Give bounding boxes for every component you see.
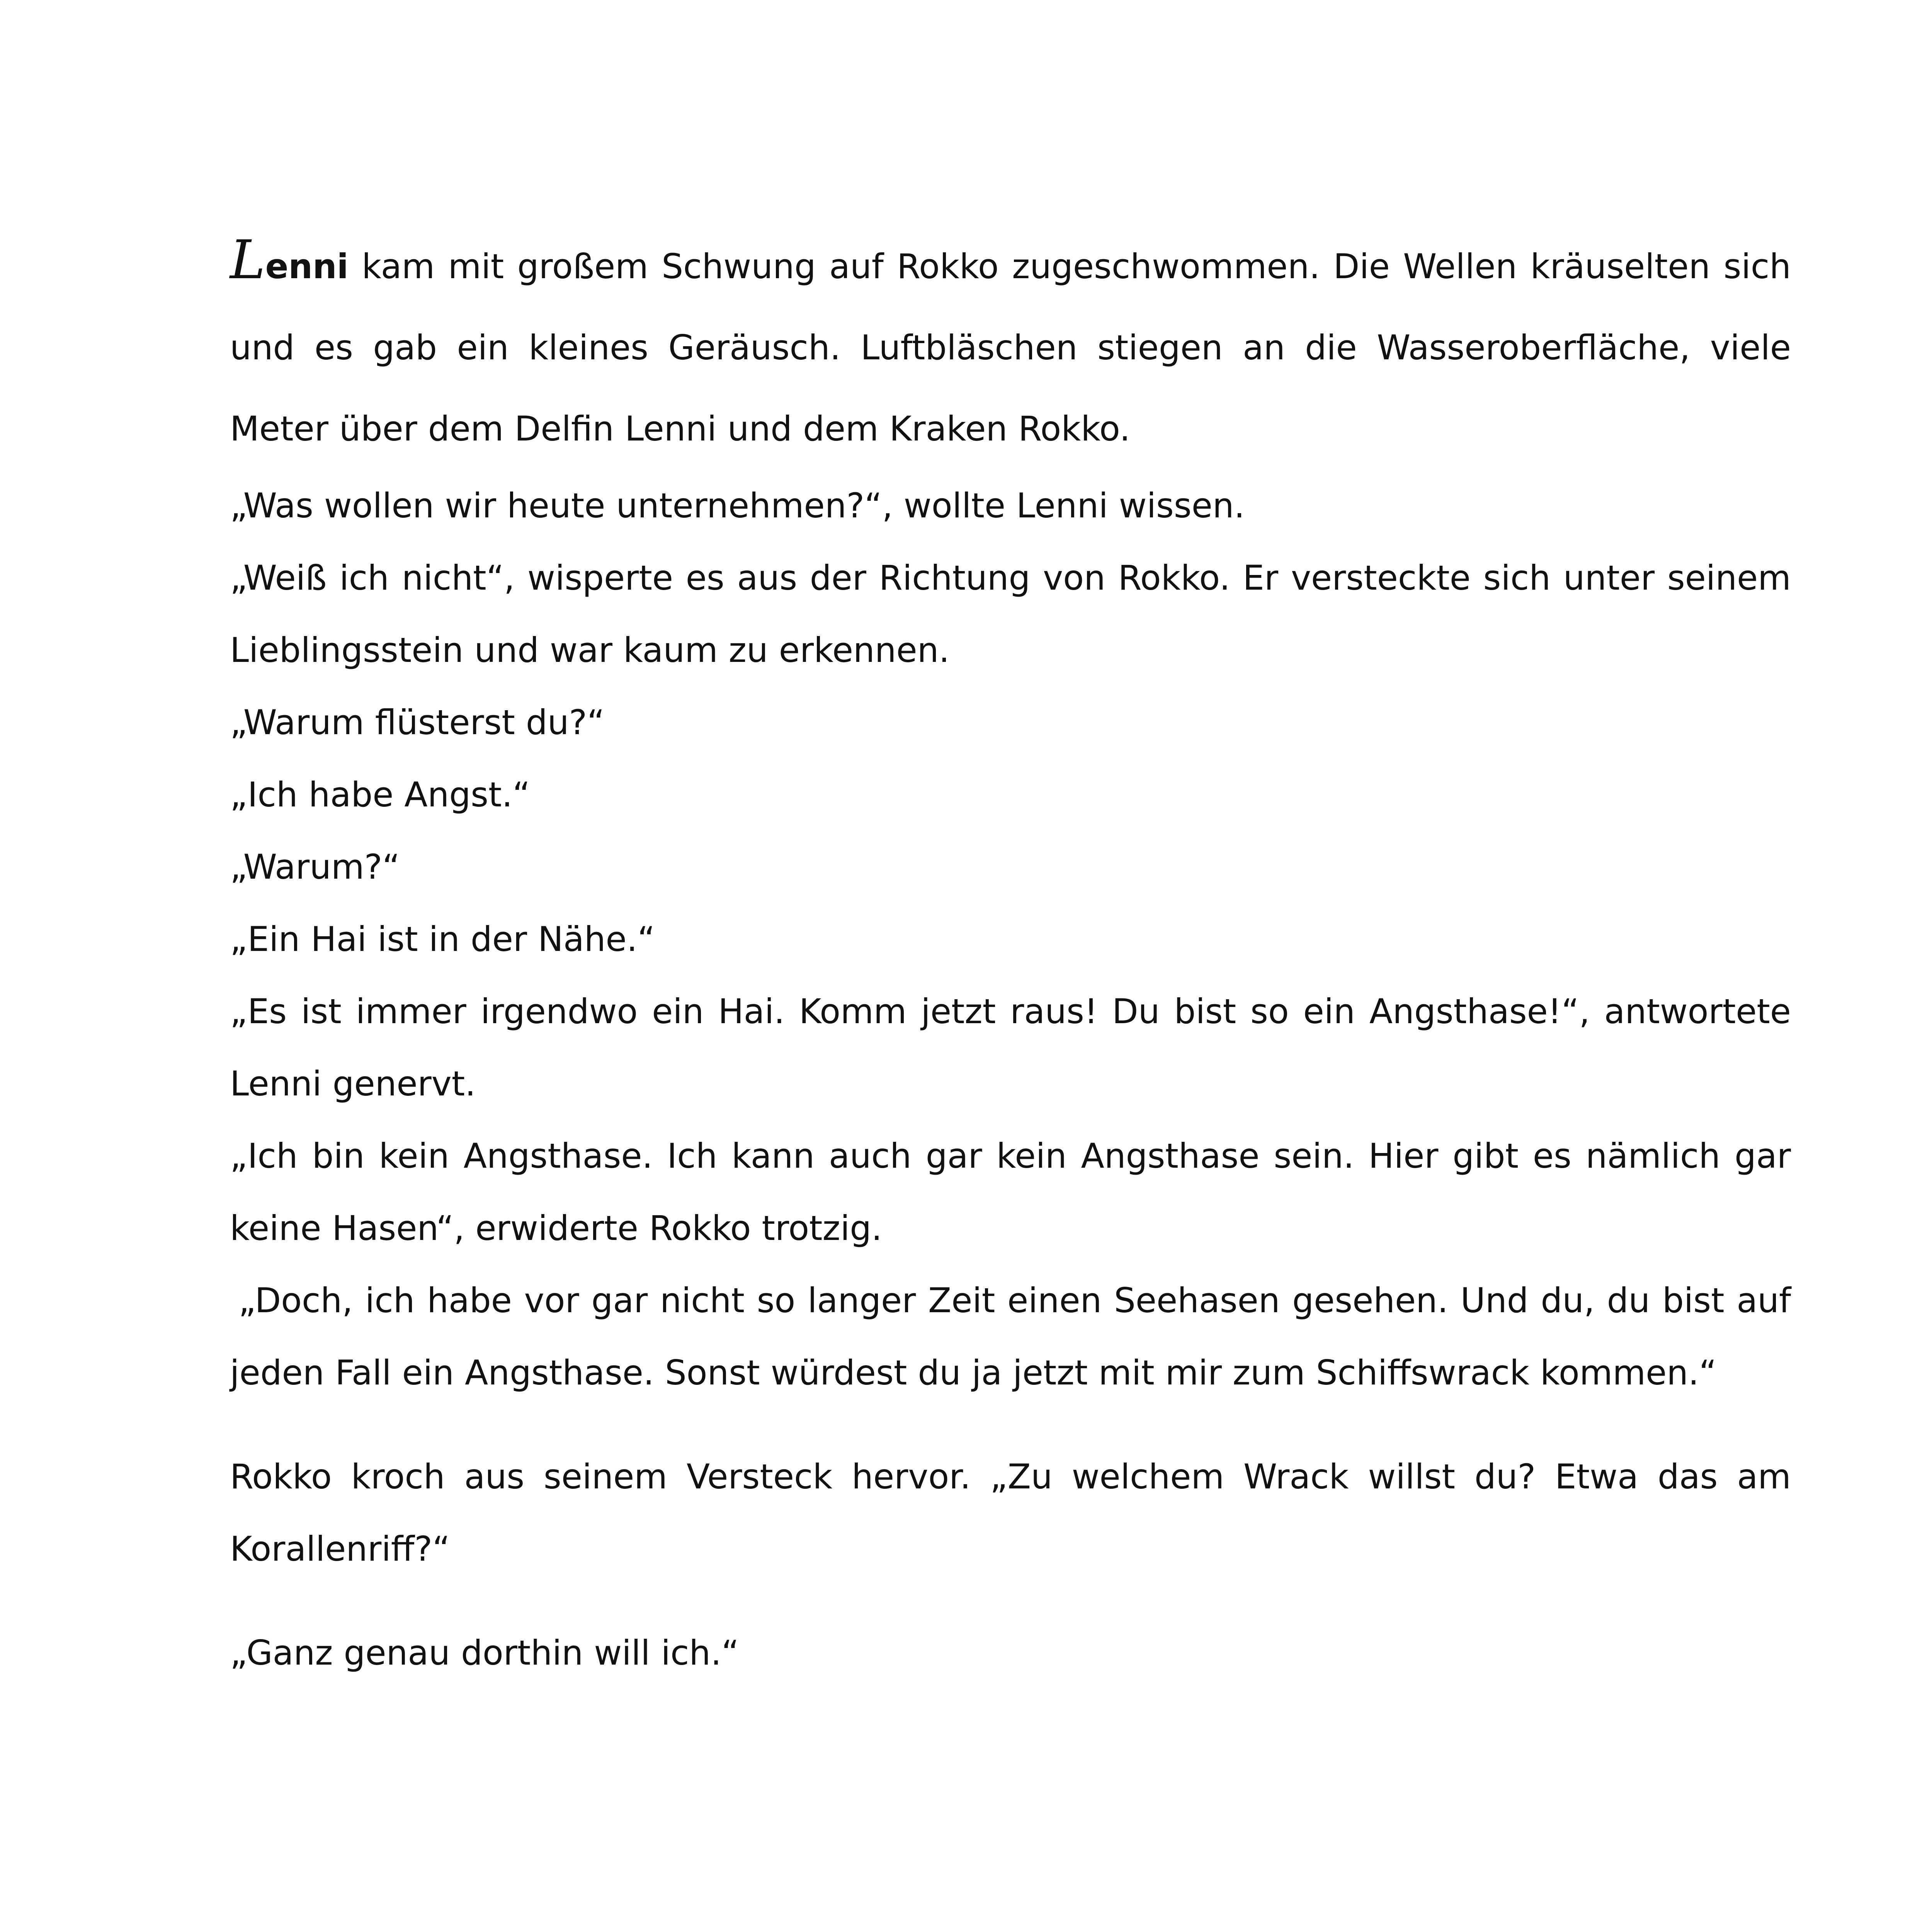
paragraph-text: „Ein Hai ist in der Nähe.“ [230, 919, 655, 959]
paragraph-1 [230, 226, 1791, 469]
paragraph-text: „Ich habe Angst.“ [230, 775, 531, 815]
paragraph-text: „Warum?“ [230, 847, 400, 887]
paragraph-text: „Warum flüsterst du?“ [230, 702, 605, 742]
paragraph-5 [230, 759, 1791, 831]
initial-word-rest: enni [265, 247, 349, 286]
paragraph-12 [230, 1617, 1791, 1689]
paragraph-8 [230, 975, 1791, 1120]
story-text [230, 226, 1791, 1689]
paragraph-10 [230, 1264, 1791, 1409]
paragraph-11 [230, 1440, 1791, 1585]
paragraph-text: „Doch, ich habe vor gar nicht so langer Zeit einen Seehasen gesehen. Und du, du bist auf jeden Fall ein Angsthase. Sonst würdest du ja jetzt mit mir zum Schiffswrack kommen.“ [230, 1281, 1791, 1393]
paragraph-4 [230, 686, 1791, 759]
paragraph-3 [230, 542, 1791, 686]
paragraph-2 [230, 469, 1791, 542]
paragraph-text: kam mit großem Schwung auf Rokko zugeschwommen. Die Wellen kräuselten sich und es gab ein kleines Geräusch. Luftbläschen stiegen an die Wasseroberfläche, viele Meter über dem Delfin Lenni und dem Kraken Rokko. [230, 247, 1791, 449]
paragraph-6 [230, 831, 1791, 903]
paragraph-text: „Ich bin kein Angsthase. Ich kann auch gar kein Angsthase sein. Hier gibt es nämlich gar keine Hasen“, erwiderte Rokko trotzig. [230, 1136, 1791, 1248]
paragraph-text: „Ganz genau dorthin will ich.“ [230, 1633, 739, 1673]
paragraph-text: „Es ist immer irgendwo ein Hai. Komm jetzt raus! Du bist so ein Angsthase!“, antwortete Lenni genervt. [230, 992, 1791, 1104]
paragraph-text: „Was wollen wir heute unternehmen?“, wollte Lenni wissen. [230, 486, 1245, 526]
paragraph-text: „Weiß ich nicht“, wisperte es aus der Richtung von Rokko. Er versteckte sich unter seinem Lieblingsstein und war kaum zu erkennen. [230, 558, 1791, 670]
paragraph-text: Rokko kroch aus seinem Versteck hervor. „Zu welchem Wrack willst du? Etwa das am Korallenriff?“ [230, 1457, 1791, 1569]
decorative-initial: L [230, 229, 265, 291]
paragraph-7 [230, 903, 1791, 975]
paragraph-9 [230, 1120, 1791, 1264]
